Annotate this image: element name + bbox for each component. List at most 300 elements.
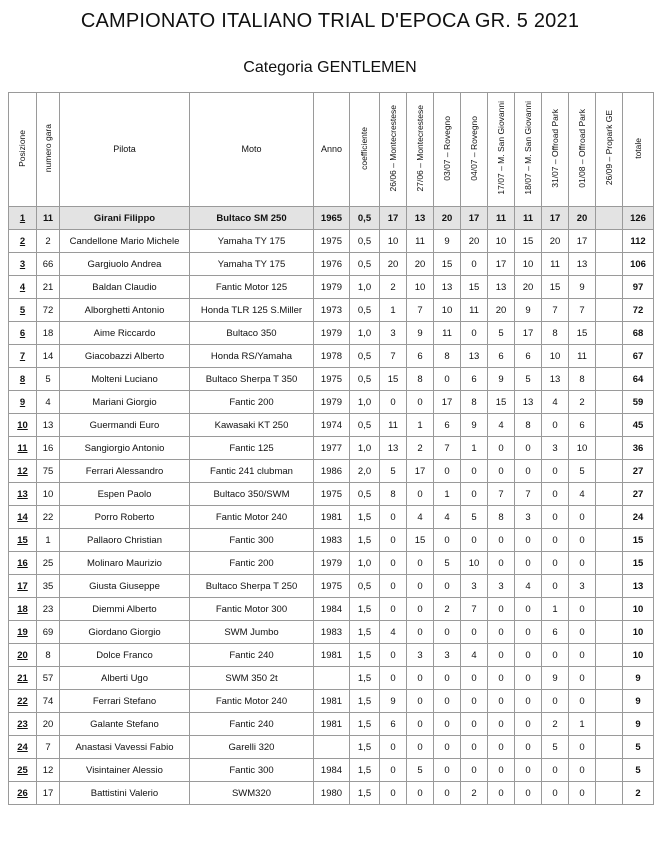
round-1-points-cell: 11 bbox=[380, 414, 407, 437]
round-3-points-cell: 9 bbox=[434, 230, 461, 253]
round-9-points-cell bbox=[596, 506, 623, 529]
header-totale: totale bbox=[623, 93, 654, 207]
round-5-points-cell: 0 bbox=[488, 460, 515, 483]
round-9-points-cell bbox=[596, 667, 623, 690]
position-cell: 8 bbox=[9, 368, 37, 391]
bike-cell: SWM320 bbox=[190, 782, 314, 805]
round-4-points-cell: 0 bbox=[461, 759, 488, 782]
round-7-points-cell: 9 bbox=[542, 667, 569, 690]
round-9-points-cell bbox=[596, 391, 623, 414]
total-points-cell: 67 bbox=[623, 345, 654, 368]
bike-cell: Yamaha TY 175 bbox=[190, 230, 314, 253]
rider-name-cell: Giacobazzi Alberto bbox=[60, 345, 190, 368]
race-number-cell: 69 bbox=[37, 621, 60, 644]
round-9-points-cell bbox=[596, 345, 623, 368]
round-6-points-cell: 0 bbox=[515, 713, 542, 736]
round-5-points-cell: 0 bbox=[488, 667, 515, 690]
round-7-points-cell: 10 bbox=[542, 345, 569, 368]
position-cell: 18 bbox=[9, 598, 37, 621]
bike-cell: Fantic Motor 300 bbox=[190, 598, 314, 621]
round-5-points-cell: 9 bbox=[488, 368, 515, 391]
category-title: Categoria GENTLEMEN bbox=[243, 59, 417, 76]
position-cell: 6 bbox=[9, 322, 37, 345]
round-3-points-cell: 17 bbox=[434, 391, 461, 414]
header-round-9: 26/09 – Propark GE bbox=[596, 93, 623, 207]
round-9-points-cell bbox=[596, 736, 623, 759]
round-4-points-cell: 20 bbox=[461, 230, 488, 253]
race-number-cell: 66 bbox=[37, 253, 60, 276]
year-cell: 1979 bbox=[314, 276, 350, 299]
round-4-points-cell: 8 bbox=[461, 391, 488, 414]
rider-name-cell: Ferrari Alessandro bbox=[60, 460, 190, 483]
coefficient-cell: 1,5 bbox=[350, 598, 380, 621]
position-cell: 10 bbox=[9, 414, 37, 437]
round-6-points-cell: 13 bbox=[515, 391, 542, 414]
round-5-points-cell: 0 bbox=[488, 690, 515, 713]
round-5-points-cell: 5 bbox=[488, 322, 515, 345]
round-2-points-cell: 0 bbox=[407, 736, 434, 759]
round-1-points-cell: 2 bbox=[380, 276, 407, 299]
coefficient-cell: 1,0 bbox=[350, 276, 380, 299]
total-points-cell: 59 bbox=[623, 391, 654, 414]
position-cell: 15 bbox=[9, 529, 37, 552]
table-row bbox=[9, 276, 654, 299]
bike-cell: SWM Jumbo bbox=[190, 621, 314, 644]
race-number-cell: 21 bbox=[37, 276, 60, 299]
position-cell: 11 bbox=[9, 437, 37, 460]
total-points-cell: 9 bbox=[623, 713, 654, 736]
rider-name-cell: Ferrari Stefano bbox=[60, 690, 190, 713]
year-cell: 1981 bbox=[314, 690, 350, 713]
position-cell: 19 bbox=[9, 621, 37, 644]
round-3-points-cell: 6 bbox=[434, 414, 461, 437]
rider-name-cell: Battistini Valerio bbox=[60, 782, 190, 805]
coefficient-cell: 1,5 bbox=[350, 621, 380, 644]
bike-cell: Fantic 241 clubman bbox=[190, 460, 314, 483]
round-8-points-cell: 7 bbox=[569, 299, 596, 322]
round-1-points-cell: 0 bbox=[380, 575, 407, 598]
round-6-points-cell: 0 bbox=[515, 598, 542, 621]
round-4-points-cell: 9 bbox=[461, 414, 488, 437]
rider-name-cell: Visintainer Alessio bbox=[60, 759, 190, 782]
total-points-cell: 10 bbox=[623, 598, 654, 621]
round-8-points-cell: 13 bbox=[569, 253, 596, 276]
coefficient-cell: 0,5 bbox=[350, 299, 380, 322]
race-number-cell: 2 bbox=[37, 230, 60, 253]
round-6-points-cell: 17 bbox=[515, 322, 542, 345]
round-7-points-cell: 13 bbox=[542, 368, 569, 391]
rider-name-cell: Anastasi Vavessi Fabio bbox=[60, 736, 190, 759]
round-5-points-cell: 0 bbox=[488, 644, 515, 667]
coefficient-cell: 1,0 bbox=[350, 552, 380, 575]
round-6-points-cell: 11 bbox=[515, 207, 542, 230]
round-1-points-cell: 20 bbox=[380, 253, 407, 276]
header-round-5: 17/07 – M. San Giovanni bbox=[488, 93, 515, 207]
round-7-points-cell: 0 bbox=[542, 529, 569, 552]
race-number-cell: 8 bbox=[37, 644, 60, 667]
round-7-points-cell: 1 bbox=[542, 598, 569, 621]
round-4-points-cell: 0 bbox=[461, 322, 488, 345]
bike-cell: Fantic 125 bbox=[190, 437, 314, 460]
rider-name-cell: Alborghetti Antonio bbox=[60, 299, 190, 322]
round-7-points-cell: 3 bbox=[542, 437, 569, 460]
rider-name-cell: Sangiorgio Antonio bbox=[60, 437, 190, 460]
bike-cell: Fantic 200 bbox=[190, 391, 314, 414]
table-row bbox=[9, 667, 654, 690]
round-2-points-cell: 5 bbox=[407, 759, 434, 782]
round-7-points-cell: 0 bbox=[542, 759, 569, 782]
coefficient-cell: 1,5 bbox=[350, 713, 380, 736]
total-points-cell: 112 bbox=[623, 230, 654, 253]
standings-table bbox=[8, 92, 654, 805]
round-9-points-cell bbox=[596, 552, 623, 575]
round-3-points-cell: 7 bbox=[434, 437, 461, 460]
round-3-points-cell: 0 bbox=[434, 667, 461, 690]
round-1-points-cell: 0 bbox=[380, 552, 407, 575]
round-5-points-cell: 0 bbox=[488, 736, 515, 759]
coefficient-cell: 1,5 bbox=[350, 782, 380, 805]
round-4-points-cell: 7 bbox=[461, 598, 488, 621]
bike-cell: Fantic 240 bbox=[190, 713, 314, 736]
position-cell: 22 bbox=[9, 690, 37, 713]
year-cell: 1981 bbox=[314, 644, 350, 667]
round-9-points-cell bbox=[596, 575, 623, 598]
round-6-points-cell: 0 bbox=[515, 552, 542, 575]
position-cell: 14 bbox=[9, 506, 37, 529]
round-4-points-cell: 2 bbox=[461, 782, 488, 805]
round-3-points-cell: 4 bbox=[434, 506, 461, 529]
round-2-points-cell: 0 bbox=[407, 598, 434, 621]
position-cell: 24 bbox=[9, 736, 37, 759]
round-8-points-cell: 5 bbox=[569, 460, 596, 483]
position-cell: 12 bbox=[9, 460, 37, 483]
round-2-points-cell: 0 bbox=[407, 667, 434, 690]
year-cell: 1978 bbox=[314, 345, 350, 368]
race-number-cell: 75 bbox=[37, 460, 60, 483]
coefficient-cell: 0,5 bbox=[350, 253, 380, 276]
rider-name-cell: Guermandi Euro bbox=[60, 414, 190, 437]
round-4-points-cell: 0 bbox=[461, 736, 488, 759]
round-9-points-cell bbox=[596, 322, 623, 345]
total-points-cell: 9 bbox=[623, 667, 654, 690]
race-number-cell: 35 bbox=[37, 575, 60, 598]
round-3-points-cell: 5 bbox=[434, 552, 461, 575]
position-cell: 9 bbox=[9, 391, 37, 414]
race-number-cell: 14 bbox=[37, 345, 60, 368]
round-2-points-cell: 0 bbox=[407, 483, 434, 506]
header-round-3: 03/07 – Rovegno bbox=[434, 93, 461, 207]
header-round-6: 18/07 – M. San Giovanni bbox=[515, 93, 542, 207]
total-points-cell: 27 bbox=[623, 483, 654, 506]
rider-name-cell: Giordano Giorgio bbox=[60, 621, 190, 644]
bike-cell: Bultaco SM 250 bbox=[190, 207, 314, 230]
bike-cell: Bultaco 350/SWM bbox=[190, 483, 314, 506]
race-number-cell: 17 bbox=[37, 782, 60, 805]
round-9-points-cell bbox=[596, 368, 623, 391]
round-5-points-cell: 13 bbox=[488, 276, 515, 299]
rider-name-cell: Dolce Franco bbox=[60, 644, 190, 667]
round-6-points-cell: 0 bbox=[515, 667, 542, 690]
coefficient-cell: 1,5 bbox=[350, 667, 380, 690]
round-9-points-cell bbox=[596, 276, 623, 299]
round-7-points-cell: 0 bbox=[542, 575, 569, 598]
round-1-points-cell: 15 bbox=[380, 368, 407, 391]
round-6-points-cell: 15 bbox=[515, 230, 542, 253]
rider-name-cell: Candellone Mario Michele bbox=[60, 230, 190, 253]
position-cell: 26 bbox=[9, 782, 37, 805]
round-8-points-cell: 0 bbox=[569, 782, 596, 805]
header-round-2: 27/06 – Montecrestese bbox=[407, 93, 434, 207]
round-5-points-cell: 0 bbox=[488, 621, 515, 644]
total-points-cell: 5 bbox=[623, 759, 654, 782]
coefficient-cell: 1,0 bbox=[350, 437, 380, 460]
round-9-points-cell bbox=[596, 207, 623, 230]
table-row bbox=[9, 713, 654, 736]
year-cell: 1983 bbox=[314, 529, 350, 552]
table-row bbox=[9, 782, 654, 805]
table-row bbox=[9, 690, 654, 713]
rider-name-cell: Diemmi Alberto bbox=[60, 598, 190, 621]
race-number-cell: 20 bbox=[37, 713, 60, 736]
round-4-points-cell: 3 bbox=[461, 575, 488, 598]
race-number-cell: 4 bbox=[37, 391, 60, 414]
header-pilota: Pilota bbox=[60, 93, 190, 207]
round-1-points-cell: 3 bbox=[380, 322, 407, 345]
rider-name-cell: Alberti Ugo bbox=[60, 667, 190, 690]
round-3-points-cell: 1 bbox=[434, 483, 461, 506]
rider-name-cell: Porro Roberto bbox=[60, 506, 190, 529]
round-3-points-cell: 0 bbox=[434, 529, 461, 552]
year-cell bbox=[314, 736, 350, 759]
coefficient-cell: 0,5 bbox=[350, 368, 380, 391]
round-7-points-cell: 5 bbox=[542, 736, 569, 759]
round-8-points-cell: 0 bbox=[569, 690, 596, 713]
coefficient-cell: 0,5 bbox=[350, 575, 380, 598]
table-row bbox=[9, 368, 654, 391]
round-5-points-cell: 0 bbox=[488, 759, 515, 782]
position-cell: 7 bbox=[9, 345, 37, 368]
round-1-points-cell: 7 bbox=[380, 345, 407, 368]
round-1-points-cell: 0 bbox=[380, 391, 407, 414]
total-points-cell: 64 bbox=[623, 368, 654, 391]
bike-cell: Bultaco Sherpa T 250 bbox=[190, 575, 314, 598]
bike-cell: Bultaco 350 bbox=[190, 322, 314, 345]
total-points-cell: 10 bbox=[623, 644, 654, 667]
round-2-points-cell: 1 bbox=[407, 414, 434, 437]
position-cell: 2 bbox=[9, 230, 37, 253]
table-row bbox=[9, 207, 654, 230]
year-cell: 1975 bbox=[314, 575, 350, 598]
page-title: CAMPIONATO ITALIANO TRIAL D'EPOCA GR. 5 2021 bbox=[80, 10, 580, 32]
round-4-points-cell: 0 bbox=[461, 690, 488, 713]
round-5-points-cell: 20 bbox=[488, 299, 515, 322]
round-4-points-cell: 0 bbox=[461, 667, 488, 690]
round-6-points-cell: 0 bbox=[515, 759, 542, 782]
round-7-points-cell: 17 bbox=[542, 207, 569, 230]
bike-cell: SWM 350 2t bbox=[190, 667, 314, 690]
round-1-points-cell: 10 bbox=[380, 230, 407, 253]
round-3-points-cell: 8 bbox=[434, 345, 461, 368]
coefficient-cell: 1,0 bbox=[350, 391, 380, 414]
round-2-points-cell: 9 bbox=[407, 322, 434, 345]
year-cell: 1979 bbox=[314, 391, 350, 414]
round-3-points-cell: 0 bbox=[434, 460, 461, 483]
year-cell: 1979 bbox=[314, 552, 350, 575]
total-points-cell: 15 bbox=[623, 552, 654, 575]
header-round-8: 01/08 – Offroad Park bbox=[569, 93, 596, 207]
round-6-points-cell: 7 bbox=[515, 483, 542, 506]
table-row bbox=[9, 322, 654, 345]
bike-cell: Yamaha TY 175 bbox=[190, 253, 314, 276]
round-5-points-cell: 0 bbox=[488, 529, 515, 552]
coefficient-cell: 0,5 bbox=[350, 207, 380, 230]
round-6-points-cell: 6 bbox=[515, 345, 542, 368]
rider-name-cell: Mariani Giorgio bbox=[60, 391, 190, 414]
round-9-points-cell bbox=[596, 460, 623, 483]
round-1-points-cell: 8 bbox=[380, 483, 407, 506]
rider-name-cell: Pallaoro Christian bbox=[60, 529, 190, 552]
round-9-points-cell bbox=[596, 713, 623, 736]
year-cell: 1974 bbox=[314, 414, 350, 437]
round-9-points-cell bbox=[596, 621, 623, 644]
round-1-points-cell: 9 bbox=[380, 690, 407, 713]
round-7-points-cell: 0 bbox=[542, 460, 569, 483]
round-4-points-cell: 0 bbox=[461, 713, 488, 736]
bike-cell: Fantic Motor 240 bbox=[190, 506, 314, 529]
round-4-points-cell: 1 bbox=[461, 437, 488, 460]
year-cell: 1984 bbox=[314, 759, 350, 782]
round-5-points-cell: 7 bbox=[488, 483, 515, 506]
round-9-points-cell bbox=[596, 759, 623, 782]
coefficient-cell: 0,5 bbox=[350, 230, 380, 253]
round-6-points-cell: 0 bbox=[515, 529, 542, 552]
round-5-points-cell: 0 bbox=[488, 782, 515, 805]
round-2-points-cell: 4 bbox=[407, 506, 434, 529]
table-row bbox=[9, 644, 654, 667]
round-4-points-cell: 0 bbox=[461, 529, 488, 552]
year-cell: 1975 bbox=[314, 483, 350, 506]
bike-cell: Fantic Motor 125 bbox=[190, 276, 314, 299]
round-1-points-cell: 0 bbox=[380, 644, 407, 667]
round-3-points-cell: 11 bbox=[434, 322, 461, 345]
race-number-cell: 16 bbox=[37, 437, 60, 460]
round-3-points-cell: 20 bbox=[434, 207, 461, 230]
bike-cell: Fantic 240 bbox=[190, 644, 314, 667]
table-row bbox=[9, 529, 654, 552]
round-2-points-cell: 0 bbox=[407, 575, 434, 598]
round-9-points-cell bbox=[596, 782, 623, 805]
round-1-points-cell: 5 bbox=[380, 460, 407, 483]
total-points-cell: 10 bbox=[623, 621, 654, 644]
round-5-points-cell: 0 bbox=[488, 552, 515, 575]
round-8-points-cell: 8 bbox=[569, 368, 596, 391]
round-7-points-cell: 0 bbox=[542, 552, 569, 575]
year-cell: 1986 bbox=[314, 460, 350, 483]
rider-name-cell: Girani Filippo bbox=[60, 207, 190, 230]
round-5-points-cell: 6 bbox=[488, 345, 515, 368]
race-number-cell: 25 bbox=[37, 552, 60, 575]
round-5-points-cell: 15 bbox=[488, 391, 515, 414]
round-8-points-cell: 10 bbox=[569, 437, 596, 460]
round-5-points-cell: 8 bbox=[488, 506, 515, 529]
race-number-cell: 22 bbox=[37, 506, 60, 529]
round-9-points-cell bbox=[596, 483, 623, 506]
year-cell: 1975 bbox=[314, 230, 350, 253]
round-1-points-cell: 4 bbox=[380, 621, 407, 644]
rider-name-cell: Espen Paolo bbox=[60, 483, 190, 506]
rider-name-cell: Molinaro Maurizio bbox=[60, 552, 190, 575]
round-6-points-cell: 0 bbox=[515, 690, 542, 713]
header-round-4: 04/07 – Rovegno bbox=[461, 93, 488, 207]
round-6-points-cell: 5 bbox=[515, 368, 542, 391]
round-3-points-cell: 2 bbox=[434, 598, 461, 621]
round-2-points-cell: 0 bbox=[407, 713, 434, 736]
bike-cell: Honda RS/Yamaha bbox=[190, 345, 314, 368]
total-points-cell: 72 bbox=[623, 299, 654, 322]
round-2-points-cell: 0 bbox=[407, 782, 434, 805]
round-2-points-cell: 17 bbox=[407, 460, 434, 483]
table-row bbox=[9, 552, 654, 575]
round-8-points-cell: 0 bbox=[569, 621, 596, 644]
table-row bbox=[9, 483, 654, 506]
year-cell: 1984 bbox=[314, 598, 350, 621]
position-cell: 25 bbox=[9, 759, 37, 782]
header-round-1: 26/06 – Montecrestese bbox=[380, 93, 407, 207]
total-points-cell: 13 bbox=[623, 575, 654, 598]
round-7-points-cell: 0 bbox=[542, 644, 569, 667]
table-row bbox=[9, 736, 654, 759]
round-2-points-cell: 20 bbox=[407, 253, 434, 276]
round-2-points-cell: 7 bbox=[407, 299, 434, 322]
header-round-7: 31/07 – Offroad Park bbox=[542, 93, 569, 207]
bike-cell: Bultaco Sherpa T 350 bbox=[190, 368, 314, 391]
table-row bbox=[9, 345, 654, 368]
round-4-points-cell: 5 bbox=[461, 506, 488, 529]
coefficient-cell: 1,5 bbox=[350, 644, 380, 667]
round-1-points-cell: 0 bbox=[380, 759, 407, 782]
total-points-cell: 126 bbox=[623, 207, 654, 230]
table-row bbox=[9, 506, 654, 529]
round-7-points-cell: 0 bbox=[542, 483, 569, 506]
year-cell: 1965 bbox=[314, 207, 350, 230]
round-9-points-cell bbox=[596, 230, 623, 253]
round-5-points-cell: 17 bbox=[488, 253, 515, 276]
round-2-points-cell: 6 bbox=[407, 345, 434, 368]
round-1-points-cell: 17 bbox=[380, 207, 407, 230]
round-8-points-cell: 2 bbox=[569, 391, 596, 414]
round-9-points-cell bbox=[596, 437, 623, 460]
round-5-points-cell: 0 bbox=[488, 598, 515, 621]
round-8-points-cell: 20 bbox=[569, 207, 596, 230]
round-3-points-cell: 0 bbox=[434, 368, 461, 391]
header-anno: Anno bbox=[314, 93, 350, 207]
total-points-cell: 15 bbox=[623, 529, 654, 552]
round-9-points-cell bbox=[596, 253, 623, 276]
round-1-points-cell: 1 bbox=[380, 299, 407, 322]
round-4-points-cell: 11 bbox=[461, 299, 488, 322]
table-row bbox=[9, 391, 654, 414]
round-2-points-cell: 0 bbox=[407, 690, 434, 713]
year-cell: 1983 bbox=[314, 621, 350, 644]
round-5-points-cell: 11 bbox=[488, 207, 515, 230]
total-points-cell: 36 bbox=[623, 437, 654, 460]
header-posizione: Posizione bbox=[9, 93, 37, 207]
total-points-cell: 68 bbox=[623, 322, 654, 345]
round-9-points-cell bbox=[596, 299, 623, 322]
race-number-cell: 23 bbox=[37, 598, 60, 621]
round-8-points-cell: 0 bbox=[569, 644, 596, 667]
total-points-cell: 27 bbox=[623, 460, 654, 483]
